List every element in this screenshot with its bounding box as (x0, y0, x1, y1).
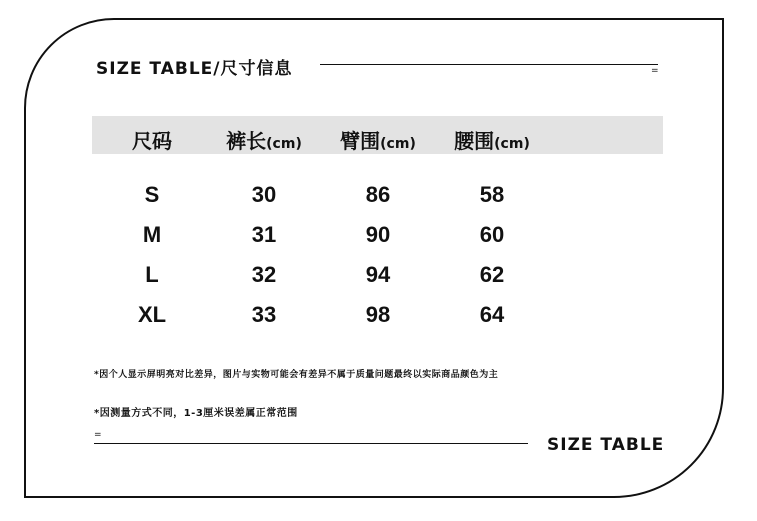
column-label: 腰围 (454, 129, 495, 153)
column-header-arm-circumference (318, 125, 438, 154)
cell-size: M (142, 222, 162, 247)
cell-pants-length: 33 (251, 302, 277, 327)
column-header-waist (432, 125, 552, 154)
cell-arm-circumference: 90 (365, 222, 391, 247)
cell-pants-length: 32 (251, 262, 277, 287)
cell-arm-circumference: 98 (365, 302, 391, 327)
cell-waist: 58 (479, 182, 505, 207)
cell-waist: 60 (479, 222, 505, 247)
size-table-body (92, 180, 663, 340)
footer-mark: = (94, 430, 102, 440)
column-header-pants-length (204, 125, 324, 154)
cell-size: XL (137, 302, 167, 327)
cell-size: L (145, 262, 159, 287)
cell-pants-length: 31 (251, 222, 277, 247)
cell-waist: 64 (479, 302, 505, 327)
table-row (92, 180, 663, 220)
table-row (92, 220, 663, 260)
column-unit: (cm) (494, 136, 530, 152)
note-display-difference: *因个人显示屏明亮对比差异，图片与实物可能会有差异不属于质量问题最终以实际商品颜色为主 (94, 370, 499, 380)
table-row (92, 300, 663, 340)
column-label: 裤长 (226, 129, 267, 153)
table-row (92, 260, 663, 300)
header-title: SIZE TABLE/尺寸信息 (96, 59, 293, 79)
cell-waist: 62 (479, 262, 505, 287)
footer-title: SIZE TABLE (547, 435, 665, 455)
column-header-size (92, 125, 212, 154)
header-divider (320, 64, 658, 65)
column-unit: (cm) (266, 136, 302, 152)
footer-divider (94, 443, 528, 444)
note-measurement-tolerance: *因测量方式不同，1-3厘米误差属正常范围 (94, 408, 298, 419)
cell-size: S (144, 182, 160, 207)
cell-arm-circumference: 94 (365, 262, 391, 287)
cell-pants-length: 30 (251, 182, 277, 207)
column-label: 臂围 (340, 129, 381, 153)
column-label: 尺码 (132, 129, 172, 153)
table-header (92, 116, 663, 154)
cell-arm-circumference: 86 (365, 182, 391, 207)
header-mark: = (651, 66, 659, 76)
column-unit: (cm) (380, 136, 416, 152)
